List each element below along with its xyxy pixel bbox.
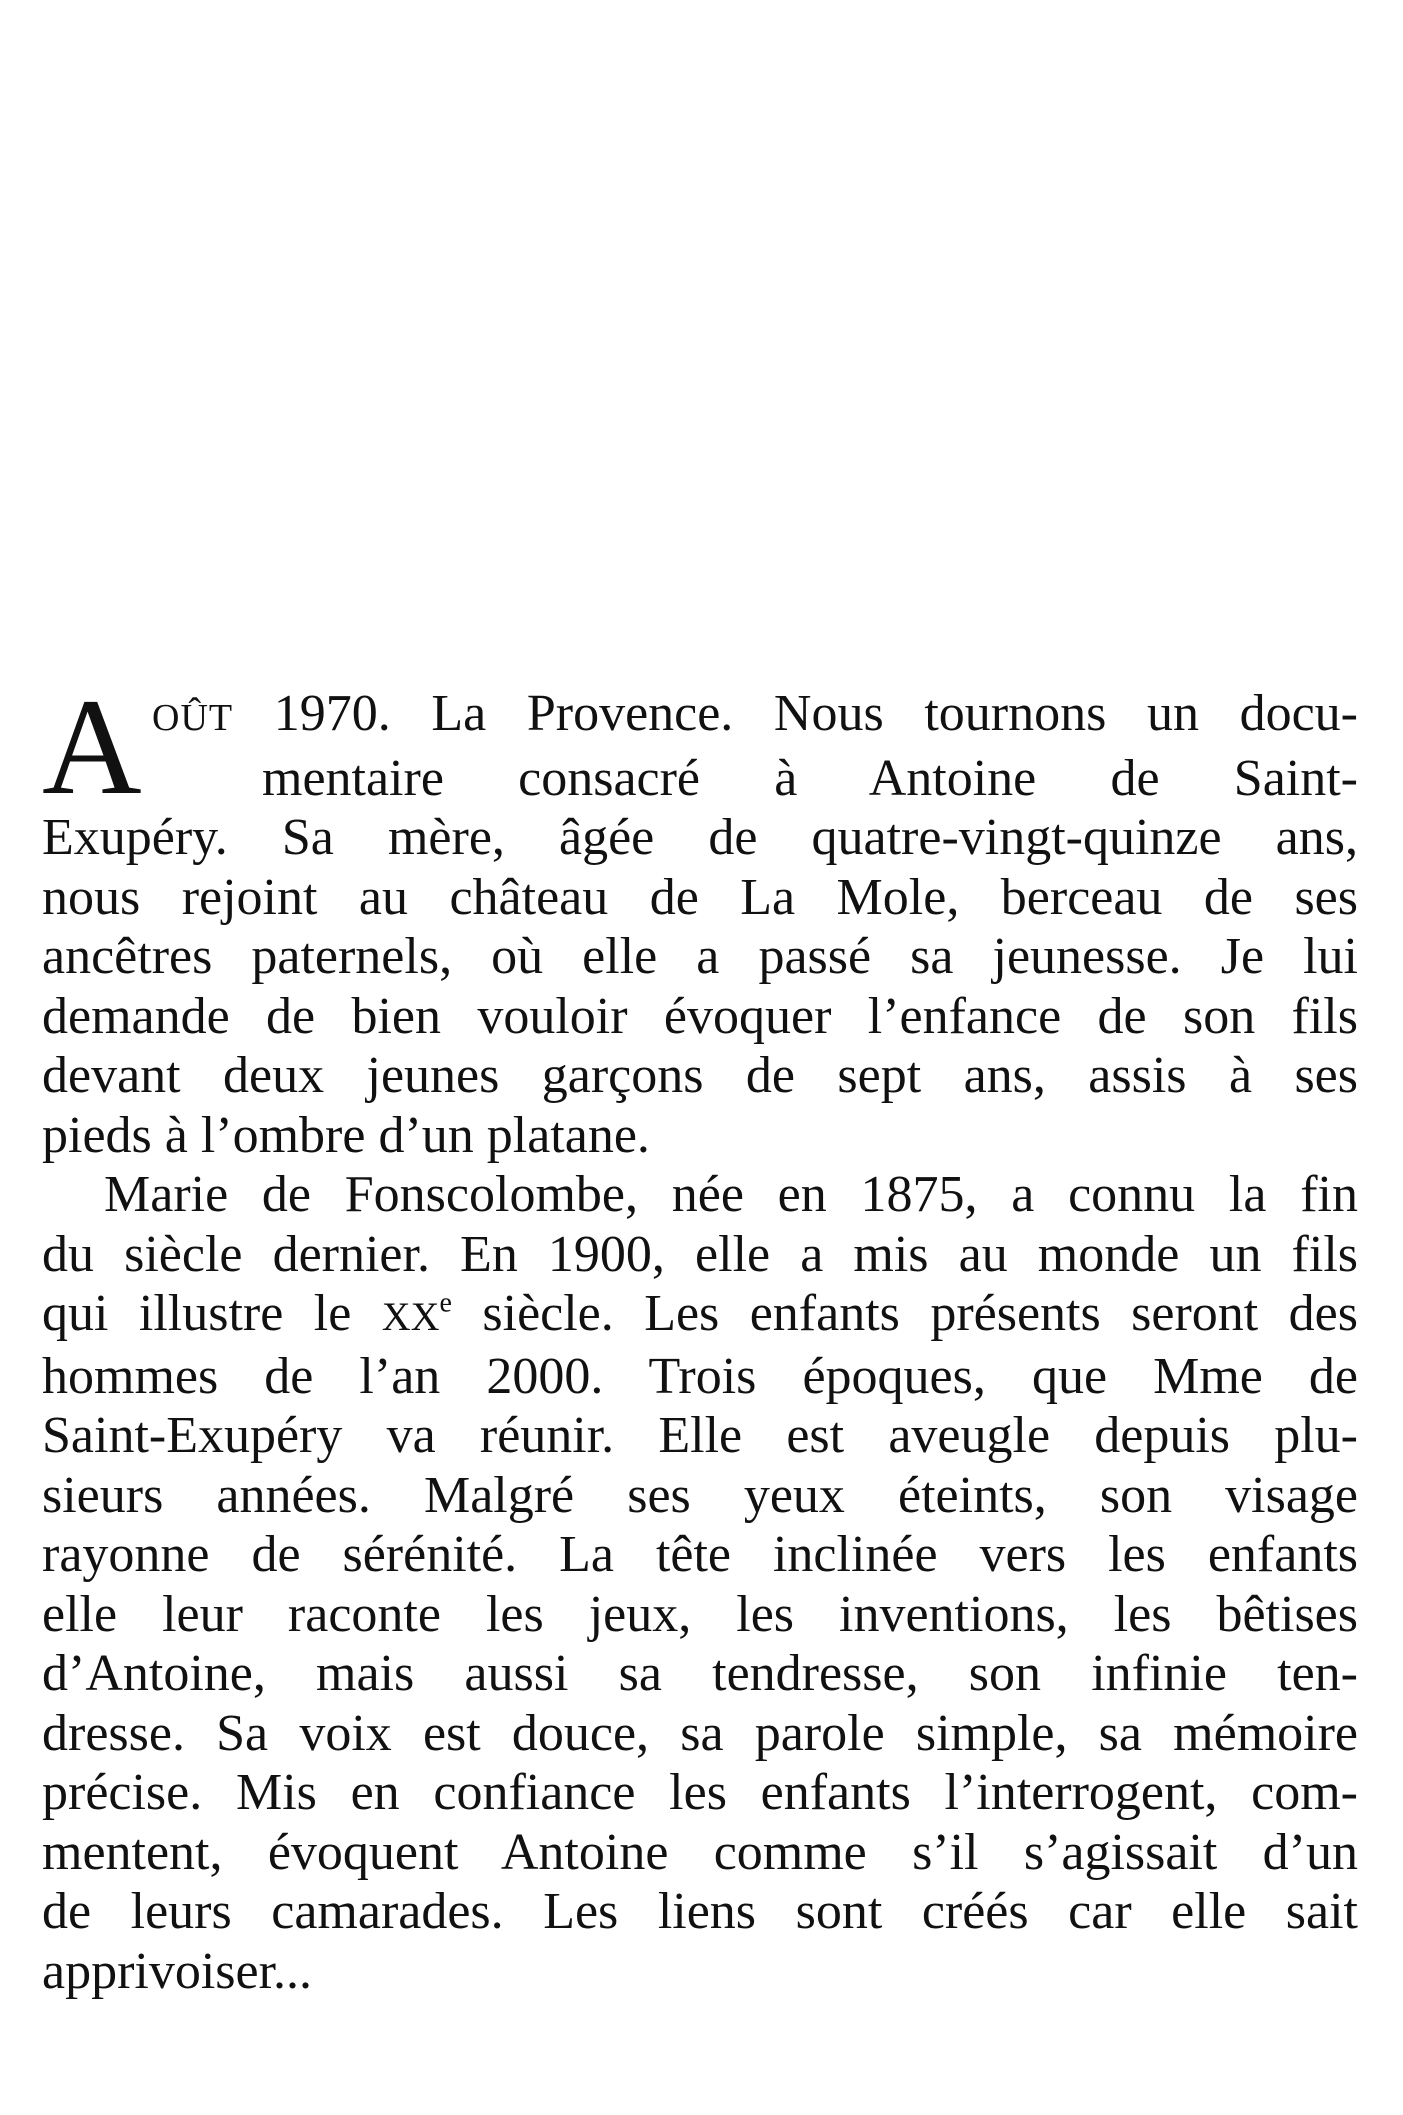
text-line-part: siècle. Les enfants présents seront des xyxy=(451,1285,1359,1342)
text-line xyxy=(42,1284,1358,1347)
text-line: demande de bien vouloir évoquer l’enfance de son fils xyxy=(42,987,1358,1045)
text-line: sieurs années. Malgré ses yeux éteints, son visage xyxy=(42,1466,1358,1524)
paragraph-1 xyxy=(42,670,1358,1165)
text-line: ancêtres paternels, où elle a passé sa jeunesse. Je lui xyxy=(42,928,1358,985)
text-line: apprivoiser... xyxy=(42,1942,313,2000)
text-line: de leurs camarades. Les liens sont créés car elle sait xyxy=(42,1883,1358,1940)
drop-cap: A xyxy=(42,670,142,823)
text-line: dresse. Sa voix est douce, sa parole simple, sa mémoire xyxy=(42,1704,1358,1762)
text-line: nous rejoint au château de La Mole, berceau de ses xyxy=(42,868,1358,926)
text-line: rayonne de sérénité. La tête inclinée vers les enfants xyxy=(42,1526,1358,1583)
text-line: précise. Mis en confiance les enfants l’interrogent, com- xyxy=(42,1764,1358,1821)
text-line: hommes de l’an 2000. Trois époques, que Mme de xyxy=(42,1347,1358,1405)
text-line: elle leur raconte les jeux, les inventions, les bêtises xyxy=(42,1585,1358,1643)
paragraph-2 xyxy=(42,1165,1358,2001)
text-line: Exupéry. Sa mère, âgée de quatre-vingt-quinze ans, xyxy=(42,809,1358,866)
century-numeral: XX xyxy=(381,1294,440,1339)
text-line-content: 1970. La Provence. Nous tournons un docu- xyxy=(273,685,1358,742)
text-line: pieds à l’ombre d’un platane. xyxy=(42,1106,650,1164)
body-text xyxy=(42,670,1359,2001)
text-line: mentent, évoquent Antoine comme s’il s’agissait d’un xyxy=(42,1823,1358,1881)
text-line: mentaire consacré à Antoine de Saint- xyxy=(262,749,1358,807)
text-line: Marie de Fonscolombe, née en 1875, a connu la fin xyxy=(104,1166,1358,1223)
text-line: du siècle dernier. En 1900, elle a mis au monde un fils xyxy=(42,1225,1358,1283)
text-line: devant deux jeunes garçons de sept ans, assis à ses xyxy=(42,1047,1358,1104)
superscript: e xyxy=(439,1287,452,1319)
text-line: d’Antoine, mais aussi sa tendresse, son infinie ten- xyxy=(42,1645,1358,1702)
text-line: Saint-Exupéry va réunir. Elle est aveugle depuis plu- xyxy=(42,1407,1358,1464)
text-line-part: qui illustre le xyxy=(42,1285,382,1342)
small-caps-word: OÛT xyxy=(152,697,234,739)
